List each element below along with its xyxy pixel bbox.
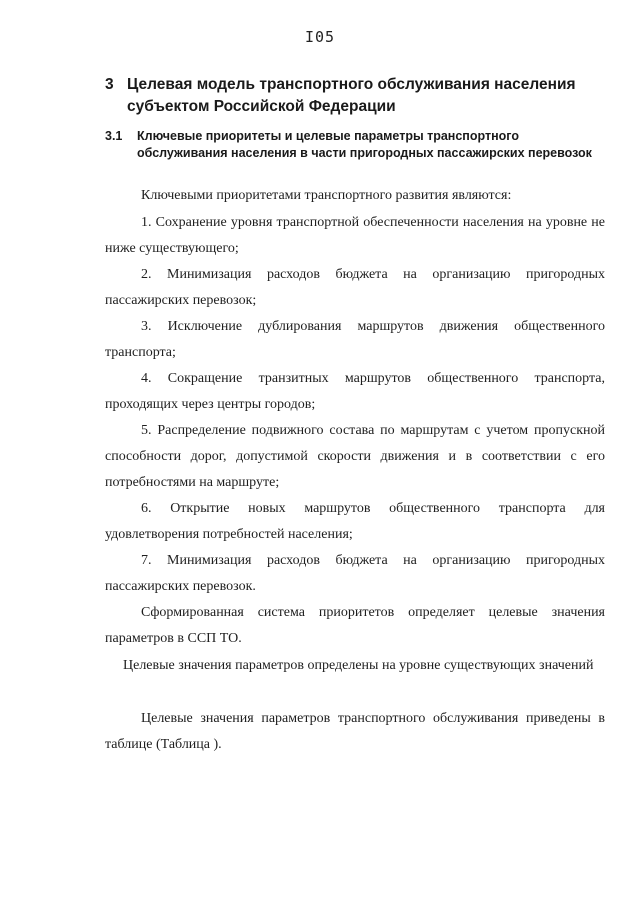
section-title: Целевая модель транспортного обслуживания населения субъектом Российской Федерации bbox=[127, 76, 576, 115]
list-item-4: 4. Сокращение транзитных маршрутов общественного транспорта, проходящих через центры городов; bbox=[105, 371, 605, 412]
list-item-5: 5. Распределение подвижного состава по маршрутам с учетом пропускной способности дорог, допустимой скорости движения и в соответствии с его потребностями на маршруте; bbox=[105, 423, 605, 490]
list-item-1: 1. Сохранение уровня транспортной обеспеченности населения на уровне не ниже существующего; bbox=[105, 215, 605, 256]
page-number: I05 bbox=[304, 28, 336, 46]
subsection-heading bbox=[105, 128, 605, 162]
paragraph-target-values: Целевые значения параметров определены на уровне существующих значений bbox=[123, 658, 594, 673]
list-item-7: 7. Минимизация расходов бюджета на организацию пригородных пассажирских перевозок. bbox=[105, 553, 605, 594]
paragraph-table-reference: Целевые значения параметров транспортного обслуживания приведены в таблице (Таблица ). bbox=[105, 711, 605, 752]
paragraph-priorities: Сформированная система приоритетов определяет целевые значения параметров в ССП ТО. bbox=[105, 605, 605, 646]
list-item-3: 3. Исключение дублирования маршрутов движения общественного транспорта; bbox=[105, 319, 605, 360]
subsection-number: 3.1 bbox=[105, 129, 123, 143]
section-heading bbox=[105, 74, 605, 118]
list-item-2: 2. Минимизация расходов бюджета на организацию пригородных пассажирских перевозок; bbox=[105, 267, 605, 308]
section-number: 3 bbox=[105, 76, 114, 93]
paragraph-intro: Ключевыми приоритетами транспортного развития являются: bbox=[141, 188, 512, 203]
subsection-title: Ключевые приоритеты и целевые параметры транспортного обслуживания населения в части пригородных пассажирских перевозок bbox=[137, 129, 592, 160]
list-item-6: 6. Открытие новых маршрутов общественного транспорта для удовлетворения потребностей населения; bbox=[105, 501, 605, 542]
